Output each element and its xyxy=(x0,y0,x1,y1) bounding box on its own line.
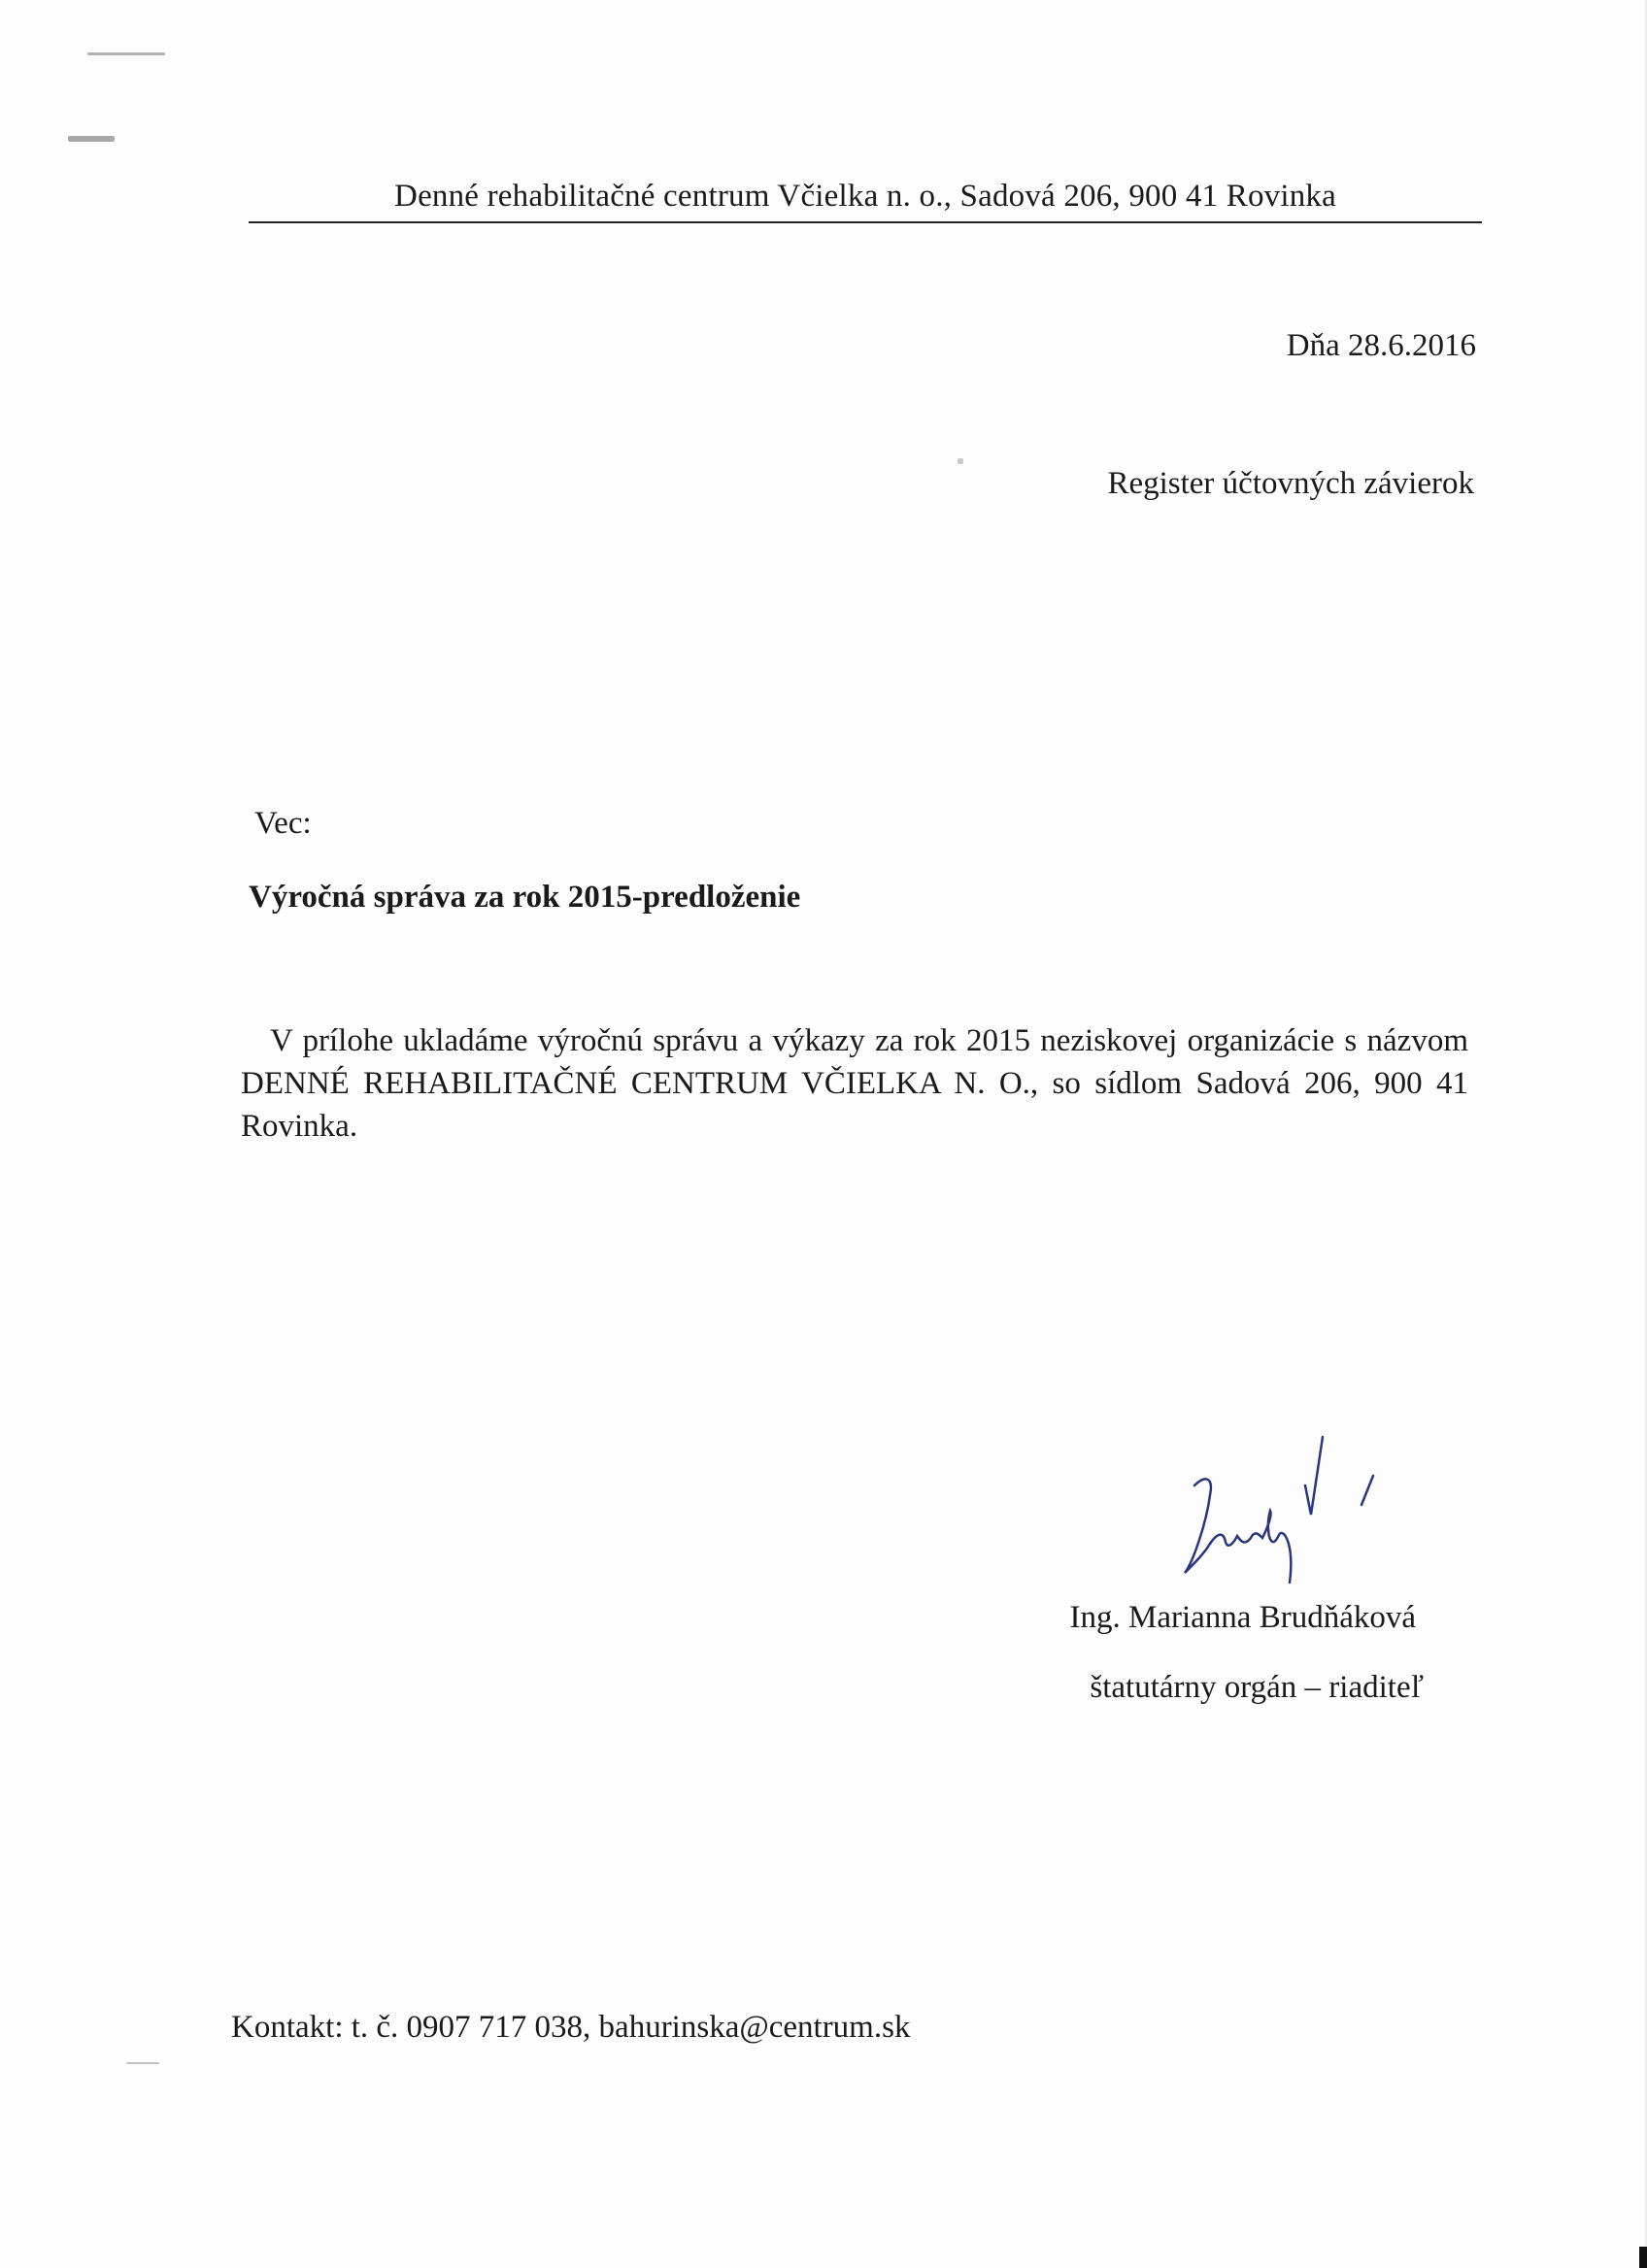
scan-corner-mark xyxy=(1639,2247,1647,2268)
page-edge xyxy=(1643,0,1647,2268)
letter-date: Dňa 28.6.2016 xyxy=(1286,328,1476,363)
signatory-role: štatutárny orgán – riaditeľ xyxy=(1090,1670,1424,1705)
scan-speck xyxy=(68,136,115,142)
scan-speck xyxy=(126,2062,159,2064)
contact-info: Kontakt: t. č. 0907 717 038, bahurinska@centrum.sk xyxy=(231,2010,911,2045)
subject-label: Vec: xyxy=(254,806,312,841)
scan-speck xyxy=(958,458,963,464)
scan-speck xyxy=(87,52,165,55)
letterhead-divider xyxy=(249,221,1482,223)
recipient: Register účtovných závierok xyxy=(1107,466,1474,501)
body-paragraph: V prílohe ukladáme výročnú správu a výkazy za rok 2015 neziskovej organizácie s názvom DENNÉ REHABILITAČNÉ CENTRUM VČIELKA N. O., so sídlom Sadová 206, 900 41 Rovinka. xyxy=(241,1023,1468,1144)
subject-title: Výročná správa za rok 2015-predloženie xyxy=(249,880,801,915)
signatory-name: Ing. Marianna Brudňáková xyxy=(1069,1600,1416,1635)
handwritten-signature xyxy=(1165,1418,1398,1612)
letterhead: Denné rehabilitačné centrum Včielka n. o., Sadová 206, 900 41 Rovinka xyxy=(394,179,1336,214)
